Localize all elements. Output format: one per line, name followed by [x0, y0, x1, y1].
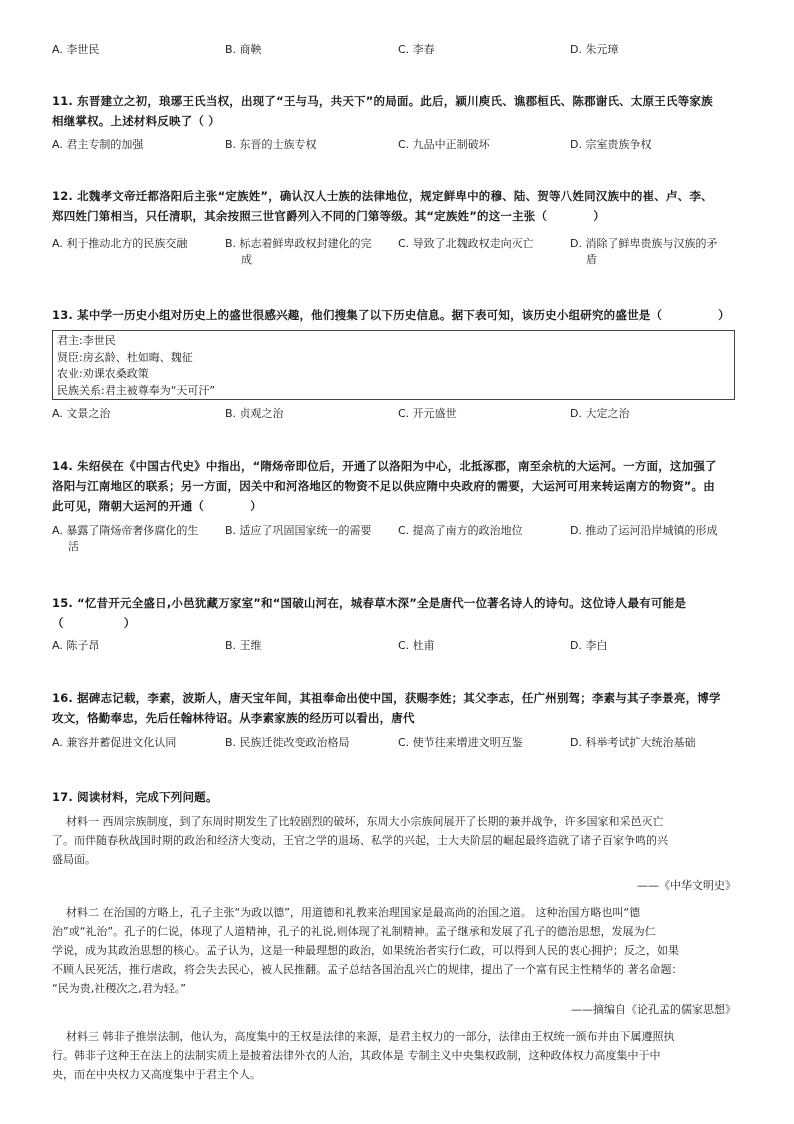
- question-17-title: 17. 阅读材料，完成下列问题。: [52, 790, 218, 804]
- q14-option-d: D. 推动了运河沿岸城镇的形成: [570, 524, 718, 537]
- q16-option-a: A. 兼容并蓄促进文化认同: [52, 736, 177, 749]
- question-13-paren: ）: [718, 308, 730, 322]
- question-14-line3: [52, 497, 262, 516]
- material1-line1: 材料一 西周宗族制度，到了东周时期发生了比较剧烈的破坏，东周大小宗族间展开了长期的兼并战争，许多国家和采邑灭亡: [66, 815, 664, 828]
- option-b: B. 商鞅: [225, 43, 262, 56]
- question-13-text: 13. 某中学一历史小组对历史上的盛世很感兴趣，他们搜集了以下历史信息。据下表可知，该历史小组研究的盛世是（: [52, 308, 663, 322]
- q11-option-a: A. 君主专制的加强: [52, 138, 144, 151]
- q13-option-c: C. 开元盛世: [398, 407, 457, 420]
- option-d: D. 朱元璋: [570, 43, 619, 56]
- material2-line2: 治”或“礼治”。孔子的仁说，体现了人道精神，孔子的礼说,则体现了礼制精神。孟子继承和发展了孔子的德治思想，发展为仁: [52, 925, 656, 938]
- material2-line1: 材料二 在治国的方略上，孔子主张“为政以德”，用道德和礼教来治理国家是最高尚的治国之道。 这种治国方略也叫“德: [66, 906, 641, 919]
- material2-line4: 不顾人民死活，推行虐政，将会失去民心，被人民推翻。孟子总结各国治乱兴亡的规律，提出了一个富有民主性精华的 著名命题：: [52, 963, 683, 976]
- question-14-paren: ）: [250, 499, 262, 513]
- q14-option-a: [52, 523, 198, 555]
- q15-option-b: B. 王维: [225, 639, 262, 652]
- question-14-line1: 14. 朱绍侯在《中国古代史》中指出，“隋炀帝即位后，开通了以洛阳为中心，北抵涿郡，南至余杭的大运河。一方面，这加强了: [52, 459, 717, 473]
- material2-source: ——摘编自《论孔孟的儒家思想》: [571, 1003, 736, 1016]
- question-12-line2: [52, 207, 605, 226]
- option-c: C. 李春: [398, 43, 435, 56]
- q12-option-d-line2: 盾: [586, 253, 597, 266]
- info-row-ruler: 君主:李世民: [57, 334, 116, 347]
- q16-option-c: C. 使节往来增进文明互鉴: [398, 736, 523, 749]
- question-13-line1: [52, 306, 730, 325]
- question-14-line2: 洛阳与江南地区的联系；另一方面，因关中和河洛地区的物资不足以供应隋中央政府的需要，大运河可用来转运南方的物资”。由: [52, 479, 715, 493]
- q14-option-b: B. 适应了巩固国家统一的需要: [225, 524, 372, 537]
- q12-option-b-line2: 成: [241, 253, 252, 266]
- q13-option-b: B. 贞观之治: [225, 407, 284, 420]
- info-row-ministers: 贤臣:房玄龄、杜如晦、魏征: [57, 350, 193, 364]
- q12-option-b: [225, 236, 372, 268]
- material1-line2: 了。而伴随春秋战国时期的政治和经济大变动，王官之学的退场、私学的兴起，士大夫阶层的崛起最终造就了诸子百家争鸣的兴: [52, 834, 668, 847]
- q16-option-d: D. 科举考试扩大统治基础: [570, 736, 696, 749]
- q15-option-c: C. 杜甫: [398, 639, 435, 652]
- info-row-agriculture: 农业:劝课农桑政策: [57, 367, 149, 380]
- question-15-paren: ）: [123, 616, 136, 630]
- info-row-ethnic: 民族关系:君主被尊奉为“天可汗”: [57, 383, 216, 397]
- q12-option-c: C. 导致了北魏政权走向灭亡: [398, 237, 534, 250]
- question-11-line1: 11. 东晋建立之初，琅琊王氏当权，出现了“王与马，共天下”的局面。此后，颍川庾氏、谯郡桓氏、陈郡谢氏、太原王氏等家族: [52, 94, 713, 108]
- q14-option-a-line1: A. 暴露了隋炀帝奢侈腐化的生: [52, 524, 199, 537]
- q11-option-d: D. 宗室贵族争权: [570, 138, 652, 151]
- material3-line3: 央，而在中央权力又高度集中于君主个人。: [52, 1068, 261, 1081]
- material1-line3: 盛局面。: [52, 853, 96, 866]
- q12-option-d-line1: D. 消除了鲜卑贵族与汉族的矛: [570, 237, 718, 250]
- material1-source: ——《中华文明史》: [637, 879, 736, 892]
- q13-option-d: D. 大定之治: [570, 407, 630, 420]
- material3-line1: 材料三 韩非子推崇法制，他认为，高度集中的王权是法律的来源，是君主权力的一部分，法律由王权统一颁布并由下属遵照执: [66, 1030, 675, 1043]
- question-11-line2: 相继掌权。上述材料反映了（ ）: [52, 114, 221, 128]
- info-table: [52, 330, 735, 400]
- question-12-paren: ）: [593, 209, 605, 223]
- q14-option-c: C. 提高了南方的政治地位: [398, 524, 523, 537]
- material2-line3: 学说，成为其政治思想的核心。孟子认为，这是一种最理想的政治，如果统治者实行仁政，可以得到人民的衷心拥护；反之，如果: [52, 944, 679, 957]
- question-14-text: 此可见，隋朝大运河的开通（: [52, 499, 205, 513]
- q12-option-d: [570, 236, 717, 268]
- question-16-line1: 16. 据碑志记载，李素，波斯人，唐天宝年间，其祖奉命出使中国，获赐李姓；其父李志，任广州别驾；李素与其子李景亮，博学: [52, 691, 721, 705]
- question-15-line2: [52, 614, 135, 633]
- question-12-line1: 12. 北魏孝文帝迁都洛阳后主张“定族姓”，确认汉人士族的法律地位，规定鲜卑中的穆、陆、贺等八姓同汉族中的崔、卢、李、: [52, 189, 713, 203]
- q13-option-a: A. 文景之治: [52, 407, 111, 420]
- question-16-line2: 攻文，恪勤奉忠，先后任翰林待诏。从李素家族的经历可以看出，唐代: [52, 711, 415, 725]
- q11-option-c: C. 九品中正制破坏: [398, 138, 490, 151]
- q15-option-d: D. 李白: [570, 639, 608, 652]
- q12-option-b-line1: B. 标志着鲜卑政权封建化的完: [225, 237, 372, 250]
- option-a: A. 李世民: [52, 43, 100, 56]
- q15-option-a: A. 陈子昂: [52, 639, 100, 652]
- question-12-text: 郑四姓门第相当，只任清职，其余按照三世官爵列入不同的门第等级。其“定族姓”的这一主张（: [52, 209, 548, 223]
- question-15-line1: 15. “忆昔开元全盛日,小邑犹藏万家室”和“国破山河在，城春草木深”全是唐代一位著名诗人的诗句。这位诗人最有可能是: [52, 596, 687, 610]
- q16-option-b: B. 民族迁徙改变政治格局: [225, 736, 350, 749]
- q14-option-a-line2: 活: [68, 540, 79, 553]
- material3-line2: 行。韩非子这种王在法上的法制实质上是披着法律外衣的人治，其政体是 专制主义中央集权政制，这种政体权力高度集中于中: [52, 1049, 661, 1062]
- material2-line5: “民为贵,社稷次之,君为轻。”: [52, 982, 186, 995]
- q12-option-a: A. 利于推动北方的民族交融: [52, 237, 188, 250]
- q11-option-b: B. 东晋的士族专权: [225, 138, 317, 151]
- question-15-paren-open: （: [52, 616, 64, 630]
